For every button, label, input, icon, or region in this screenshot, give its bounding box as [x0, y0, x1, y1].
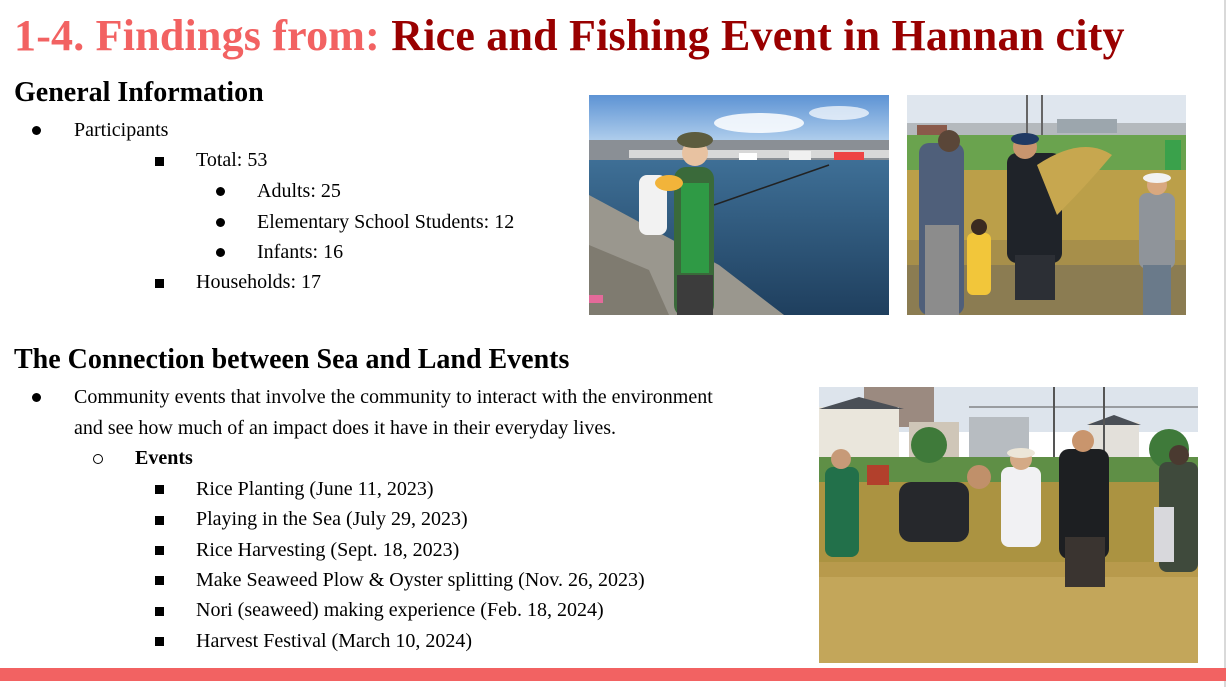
events-label: Events: [135, 447, 193, 469]
title-main: Rice and Fishing Event in Hannan city: [391, 11, 1125, 60]
participants-infants: Infants: 16: [257, 241, 344, 263]
bullet-dot-icon: [216, 218, 225, 227]
bullet-dot-icon: [32, 126, 41, 135]
bullet-square-icon: [155, 157, 164, 166]
connection-description-line2: and see how much of an impact does it have in their everyday lives.: [74, 417, 617, 439]
bullet-square-icon: [155, 546, 164, 555]
households-count: Households: 17: [196, 271, 321, 293]
event-item: Make Seaweed Plow & Oyster splitting (Nov. 26, 2023): [196, 569, 645, 591]
rice-harvest-family-photo: [907, 95, 1186, 315]
bullet-dot-icon: [32, 393, 41, 402]
bullet-ring-icon: [93, 454, 103, 464]
connection-description-line1: Community events that involve the community to interact with the environment: [74, 386, 713, 408]
footer-accent-bar: [0, 668, 1226, 681]
bullet-square-icon: [155, 485, 164, 494]
bullet-square-icon: [155, 576, 164, 585]
event-item: Nori (seaweed) making experience (Feb. 18, 2024): [196, 599, 604, 621]
event-item: Harvest Festival (March 10, 2024): [196, 630, 473, 652]
fishing-photo: [589, 95, 889, 315]
bullet-dot-icon: [216, 248, 225, 257]
bullet-square-icon: [155, 607, 164, 616]
event-item: Playing in the Sea (July 29, 2023): [196, 508, 468, 530]
bullet-dot-icon: [216, 187, 225, 196]
bullet-square-icon: [155, 637, 164, 646]
slide-title: [14, 10, 1125, 61]
participants-label: Participants: [74, 119, 169, 141]
event-item: Rice Planting (June 11, 2023): [196, 478, 434, 500]
connection-heading: The Connection between Sea and Land Events: [14, 344, 570, 375]
participants-adults: Adults: 25: [257, 180, 341, 202]
bullet-square-icon: [155, 516, 164, 525]
event-item: Rice Harvesting (Sept. 18, 2023): [196, 539, 460, 561]
bullet-square-icon: [155, 279, 164, 288]
rice-harvest-group-photo: [819, 387, 1198, 663]
participants-total: Total: 53: [196, 149, 268, 171]
title-prefix: 1-4. Findings from:: [14, 11, 381, 60]
general-information-heading: General Information: [14, 77, 264, 108]
participants-elementary: Elementary School Students: 12: [257, 211, 515, 233]
